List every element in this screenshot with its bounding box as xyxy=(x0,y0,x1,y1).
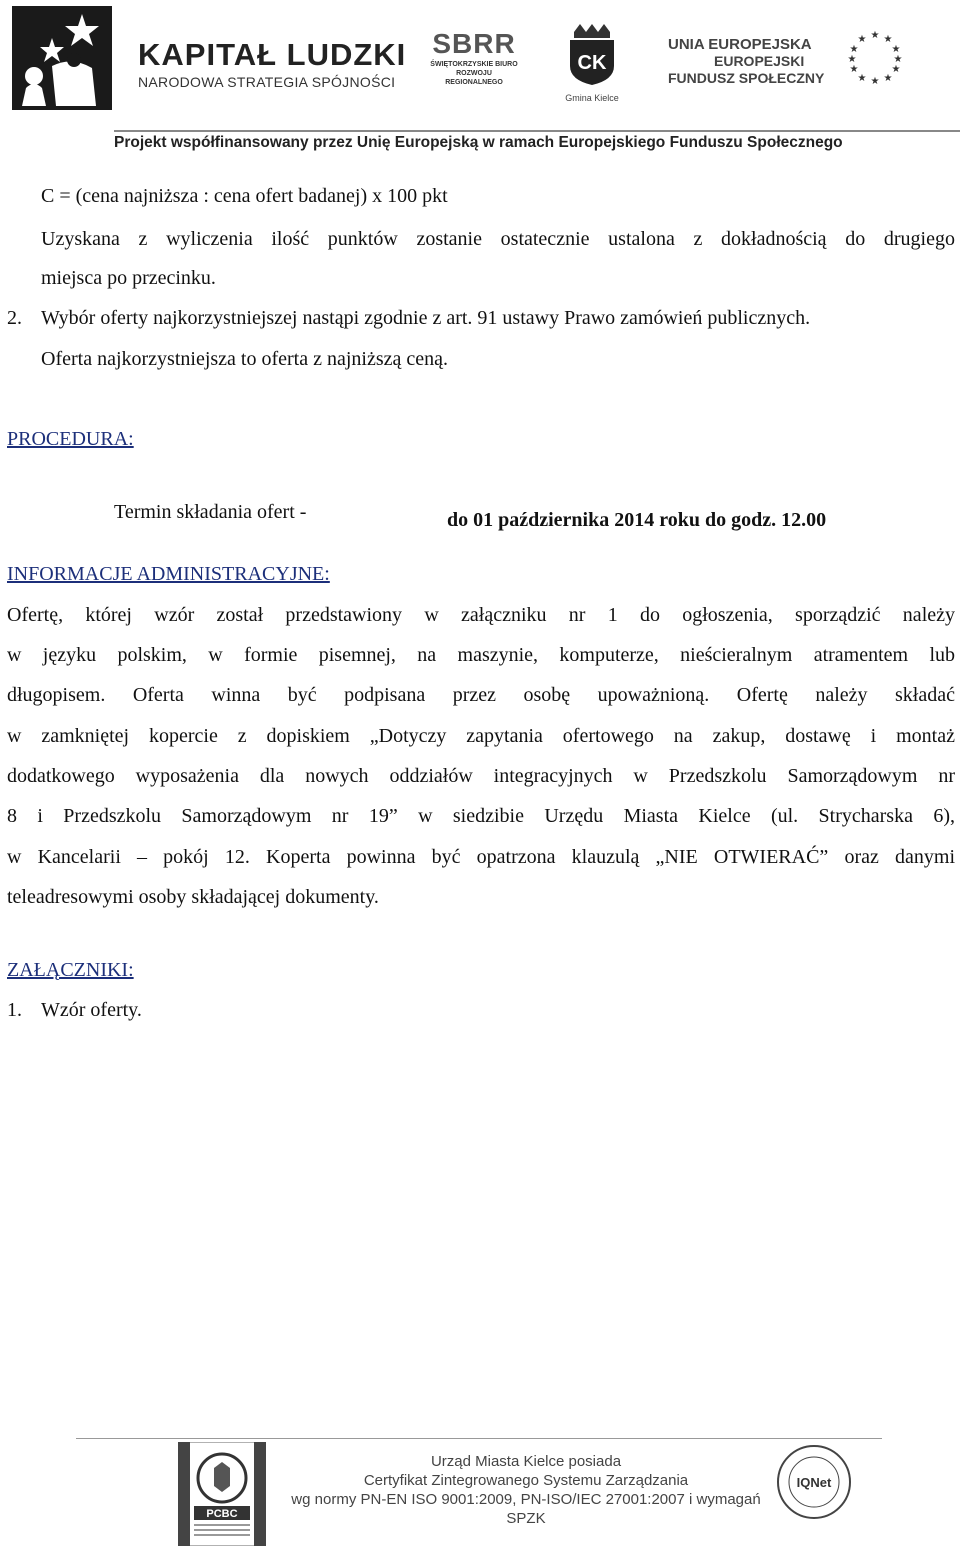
item-2-number: 2. xyxy=(7,307,22,329)
ck-caption: Gmina Kielce xyxy=(565,93,619,103)
iqnet-certified-logo xyxy=(776,1444,852,1520)
svg-text:★: ★ xyxy=(870,30,880,41)
cert-line-3: wg normy PN-EN ISO 9001:2009, PN-ISO/IEC 27001:2007 i wymagań SPZK xyxy=(291,1491,761,1527)
price-formula: C = (cena najniższa : cena ofert badanej) x 100 pkt xyxy=(41,185,448,207)
info-line-2: w języku polskim, w formie pisemnej, na maszynie, komputerze, nieścieralnym atramentem lub xyxy=(7,644,955,666)
info-heading: INFORMACJE ADMINISTRACYJNE: xyxy=(7,563,330,585)
ue-efs-text xyxy=(668,36,824,87)
svg-text:★: ★ xyxy=(849,64,859,75)
project-cofinancing-line: Projekt współfinansowany przez Unię Europejską w ramach Europejskiego Funduszu Społecznego xyxy=(114,130,960,156)
ue-line1: UNIA EUROPEJSKA xyxy=(668,36,812,53)
info-line-5: dodatkowego wyposażenia dla nowych oddziałów integracyjnych w Przedszkolu Samorządowym nr xyxy=(7,765,955,787)
pcbc-certificate-logo xyxy=(178,1442,266,1546)
sbrr-subtitle-line2: ROZWOJU REGIONALNEGO xyxy=(445,70,503,86)
kapital-ludzki-subtitle: NARODOWA STRATEGIA SPÓJNOŚCI xyxy=(138,74,396,90)
rounding-line-1: Uzyskana z wyliczenia ilość punktów zostanie ostatecznie ustalona z dokładnością do drugiego xyxy=(41,228,955,250)
zalacznik-number: 1. xyxy=(7,999,22,1021)
zalaczniki-heading: ZAŁĄCZNIKI: xyxy=(7,959,134,981)
svg-text:★: ★ xyxy=(883,73,893,84)
certificate-text xyxy=(290,1452,762,1528)
info-line-4: w zamkniętej kopercie z dopiskiem „Dotyczy zapytania ofertowego na zakup, dostawę i montaż xyxy=(7,725,955,747)
item-2-line-1: Wybór oferty najkorzystniejszej nastąpi zgodnie z art. 91 ustawy Prawo zamówień publicznych. xyxy=(41,307,811,329)
svg-text:★: ★ xyxy=(870,76,880,84)
zalacznik-item: Wzór oferty. xyxy=(41,999,142,1021)
document-footer xyxy=(0,1440,960,1547)
termin-label: Termin składania ofert - xyxy=(114,501,307,523)
svg-text:★: ★ xyxy=(857,34,867,45)
kapital-ludzki-logo-text xyxy=(138,38,406,90)
iqnet-label: IQNet xyxy=(796,1475,832,1490)
sbrr-logo xyxy=(428,28,520,98)
procedura-heading: PROCEDURA: xyxy=(7,428,134,450)
ue-line2: EUROPEJSKI xyxy=(714,53,805,69)
svg-text:★: ★ xyxy=(847,54,857,65)
cert-line-1: Urząd Miasta Kielce posiada xyxy=(430,1453,622,1470)
info-line-1: Ofertę, której wzór został przedstawiony w załączniku nr 1 do ogłoszenia, sporządzić należy xyxy=(7,604,955,626)
kapital-ludzki-logo-icon xyxy=(12,6,112,110)
eu-flag-icon xyxy=(838,28,912,84)
info-line-7: w Kancelarii – pokój 12. Koperta powinna być opatrzona klauzulą „NIE OTWIERAĆ” oraz danymi xyxy=(7,846,955,868)
document-header xyxy=(0,0,960,160)
svg-text:★: ★ xyxy=(891,64,901,75)
footer-divider xyxy=(76,1438,882,1439)
svg-text:★: ★ xyxy=(849,44,859,55)
sbrr-subtitle-line1: ŚWIĘTOKRZYSKIE BIURO xyxy=(430,61,518,68)
cert-line-2: Certyfikat Zintegrowanego Systemu Zarządzania xyxy=(363,1472,689,1489)
rounding-line-2: miejsca po przecinku. xyxy=(41,267,216,289)
item-2-line-2: Oferta najkorzystniejsza to oferta z najniższą ceną. xyxy=(41,348,449,370)
info-line-8: teleadresowymi osoby składającej dokumenty. xyxy=(7,886,379,908)
svg-text:★: ★ xyxy=(893,54,903,65)
svg-text:★: ★ xyxy=(883,34,893,45)
info-line-6: 8 i Przedszkolu Samorządowym nr 19” w siedzibie Urzędu Miasta Kielce (ul. Strycharska 6), xyxy=(7,805,955,827)
svg-text:★: ★ xyxy=(891,44,901,55)
gmina-kielce-logo xyxy=(562,22,622,102)
sbrr-title: SBRR xyxy=(432,28,516,59)
kapital-ludzki-title: KAPITAŁ LUDZKI xyxy=(138,37,407,72)
info-line-3: długopisem. Oferta winna być podpisana przez osobę upoważnioną. Ofertę należy składać xyxy=(7,684,955,706)
crown-shield-icon xyxy=(562,22,622,86)
ue-line3: FUNDUSZ SPOŁECZNY xyxy=(668,70,825,86)
pcbc-label: PCBC xyxy=(206,1508,238,1520)
termin-value: do 01 października 2014 roku do godz. 12.00 xyxy=(447,509,827,531)
svg-text:★: ★ xyxy=(857,73,867,84)
ck-letters: CK xyxy=(577,52,607,74)
